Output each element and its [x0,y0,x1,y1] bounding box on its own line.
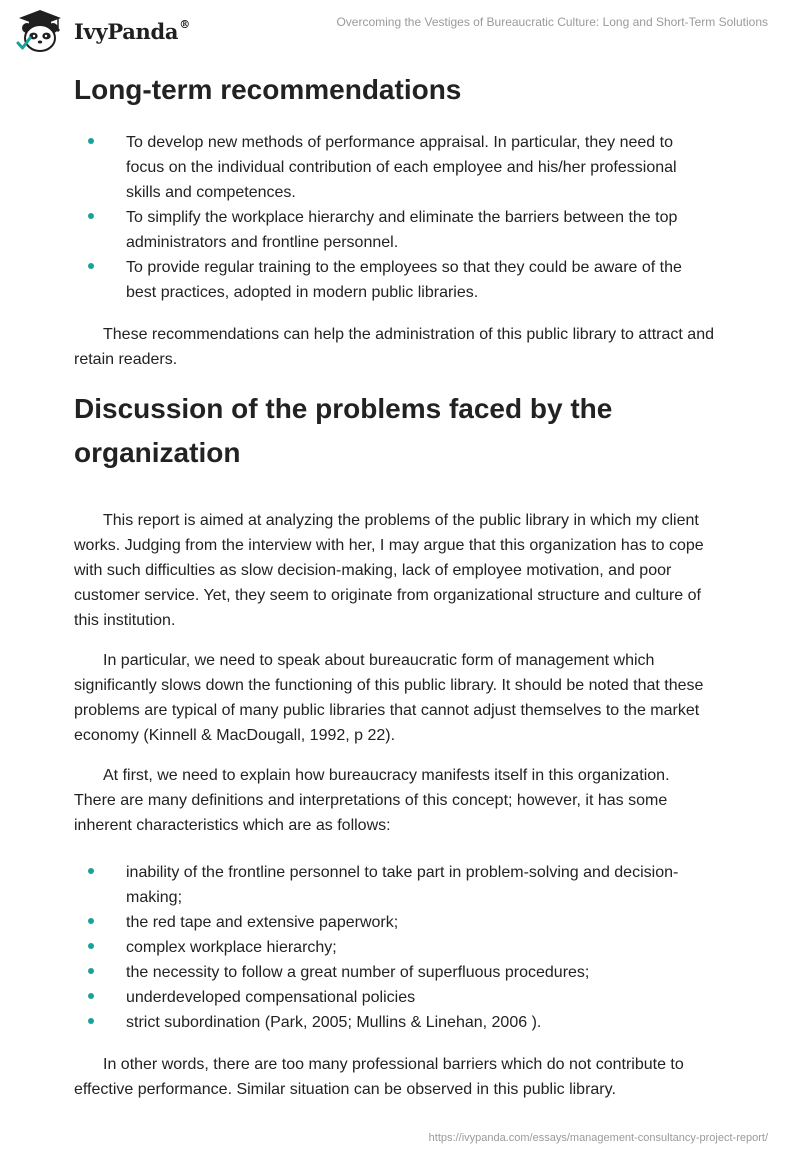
list-item-text: To provide regular training to the employees so that they could be aware of the best practices, adopted in modern public libraries. [126,259,682,301]
list-item [74,130,714,205]
list-item-text: strict subordination (Park, 2005; Mullins & Linehan, 2006 ). [126,1014,542,1031]
list-item-text: the red tape and extensive paperwork; [126,914,399,931]
list-item [74,1010,714,1035]
panda-logo-icon [14,9,66,53]
paragraph: In particular, we need to speak about bureaucratic form of management which significantly slows down the functioning of this public library. It should be noted that these problems are typical of many public libraries that cannot adjust themselves to the market economy (Kinnell & MacDougall, 1992, p 22). [74,652,704,744]
page-header [0,0,800,60]
list-item [74,985,714,1010]
list-item-text: complex workplace hierarchy; [126,939,337,956]
bullet-icon [88,943,94,949]
bullet-icon [88,868,94,874]
bullet-icon [88,1018,94,1024]
list-item [74,860,714,910]
list-item [74,910,714,935]
paragraph: At first, we need to explain how bureaucracy manifests itself in this organization. There are many definitions and interpretations of this concept; however, it has some inherent characteristics which are as follows: [74,767,670,834]
list-item-text: To develop new methods of performance appraisal. In particular, they need to focus on the individual contribution of each employee and his/her professional skills and competences. [126,134,677,201]
bullet-icon [88,993,94,999]
list-item [74,205,714,255]
paragraph: This report is aimed at analyzing the problems of the public library in which my client works. Judging from the interview with her, I may argue that this organization has to cope with such difficulties as slow decision-making, lack of employee motivation, and poor customer service. Yet, they seem to originate from organizational structure and culture of this institution. [74,512,704,629]
paragraph: These recommendations can help the administration of this public library to attract and retain readers. [74,326,714,368]
heading-long-term-recommendations: Long-term recommendations [74,74,462,105]
bureaucracy-characteristics-list [74,860,714,1035]
list-item-text: the necessity to follow a great number of superfluous procedures; [126,964,590,981]
list-item-text: To simplify the workplace hierarchy and eliminate the barriers between the top administrators and frontline personnel. [126,209,678,251]
registered-mark: ® [179,17,190,31]
bullet-icon [88,918,94,924]
paragraph: In other words, there are too many professional barriers which do not contribute to effective performance. Similar situation can be observed in this public library. [74,1056,684,1098]
source-url-link[interactable]: https://ivypanda.com/essays/management-consultancy-project-report/ [428,1132,768,1144]
bullet-icon [88,213,94,219]
document-title: Overcoming the Vestiges of Bureaucratic Culture: Long and Short-Term Solutions [336,15,768,29]
recommendations-list [74,130,714,305]
bullet-icon [88,138,94,144]
essay-content [74,72,714,1102]
ivypanda-logo[interactable] [14,9,190,53]
list-item-text: inability of the frontline personnel to take part in problem-solving and decision-making; [126,864,679,906]
bullet-icon [88,263,94,269]
logo-wordmark [74,19,190,44]
list-item [74,935,714,960]
list-item [74,960,714,985]
list-item-text: underdeveloped compensational policies [126,989,416,1006]
heading-discussion-of-problems: Discussion of the problems faced by the organization [74,393,613,468]
list-item [74,255,714,305]
logo-text: IvyPanda [74,18,179,44]
bullet-icon [88,968,94,974]
